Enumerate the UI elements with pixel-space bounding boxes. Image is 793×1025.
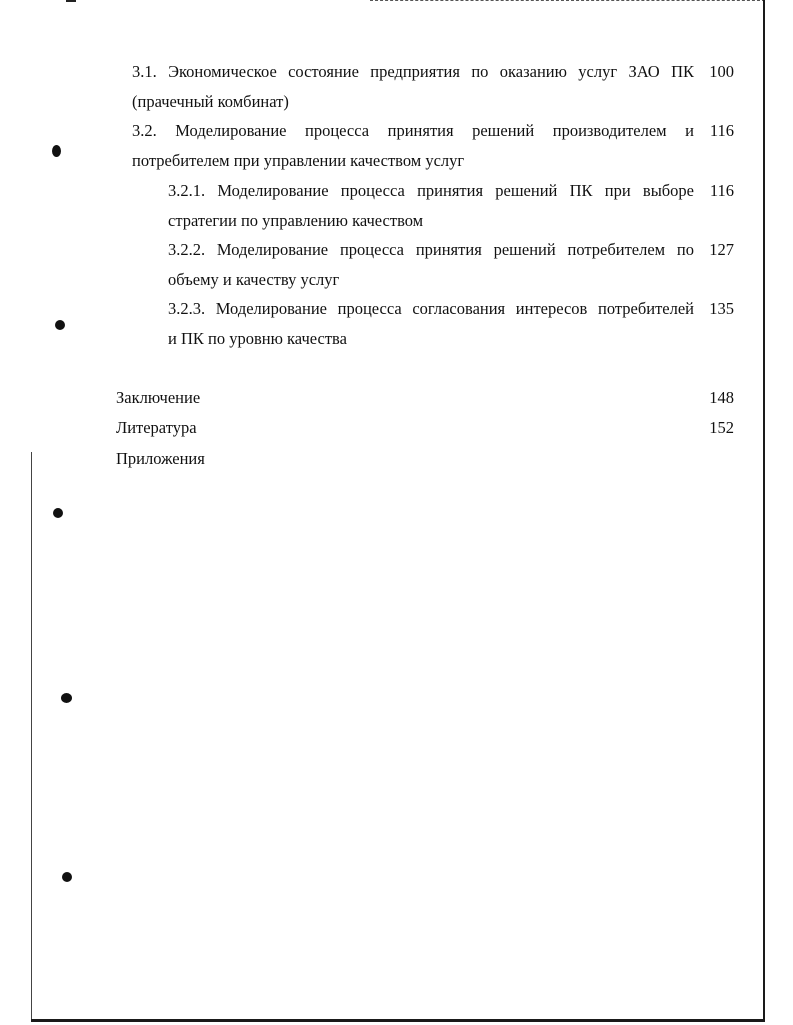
toc-entry-title: Заключение	[116, 388, 201, 407]
toc-entry-title: 3.1. Экономическое состояние предприятия по оказанию услуг ЗАО ПК	[132, 62, 694, 81]
scan-edge-top	[370, 0, 765, 1]
toc-entry-title-continued: (прачечный комбинат)	[132, 92, 289, 111]
toc-entry-title-continued: потребителем при управлении качеством услуг	[132, 151, 465, 170]
toc-page-number: 152	[709, 418, 734, 437]
toc-page-number: 148	[709, 388, 734, 407]
toc-entry-title-continued: стратегии по управлению качеством	[168, 211, 424, 230]
toc-entry-title-continued: и ПК по уровню качества	[168, 329, 347, 348]
punch-hole-icon	[62, 872, 72, 882]
punch-hole-icon	[53, 508, 63, 518]
toc-entry-title: 3.2.2. Моделирование процесса принятия решений потребителем по	[168, 240, 694, 259]
punch-hole-icon	[61, 693, 72, 703]
toc-entry-title-continued: объему и качеству услуг	[168, 270, 340, 289]
scan-edge-left	[31, 452, 32, 1022]
toc-page-number: 100	[709, 62, 734, 81]
scan-edge-bottom	[31, 1019, 765, 1022]
punch-hole-icon	[52, 145, 61, 157]
punch-hole-icon	[55, 320, 65, 330]
toc-page-number: 116	[709, 121, 734, 140]
toc-entry-title: Литература	[116, 418, 197, 437]
scan-edge-right	[763, 0, 765, 1022]
toc-page-number: 127	[709, 240, 734, 259]
toc-entry-title: 3.2.3. Моделирование процесса согласования интересов потребителей	[168, 299, 694, 318]
scan-edge-top-left	[66, 0, 76, 2]
toc-entry-title: 3.2.1. Моделирование процесса принятия решений ПК при выборе	[168, 181, 694, 200]
toc-page-number: 135	[709, 299, 734, 318]
toc-page-number: 116	[709, 181, 734, 200]
toc-entry-title: 3.2. Моделирование процесса принятия решений производителем и	[132, 121, 694, 140]
toc-entry-title: Приложения	[116, 449, 205, 468]
